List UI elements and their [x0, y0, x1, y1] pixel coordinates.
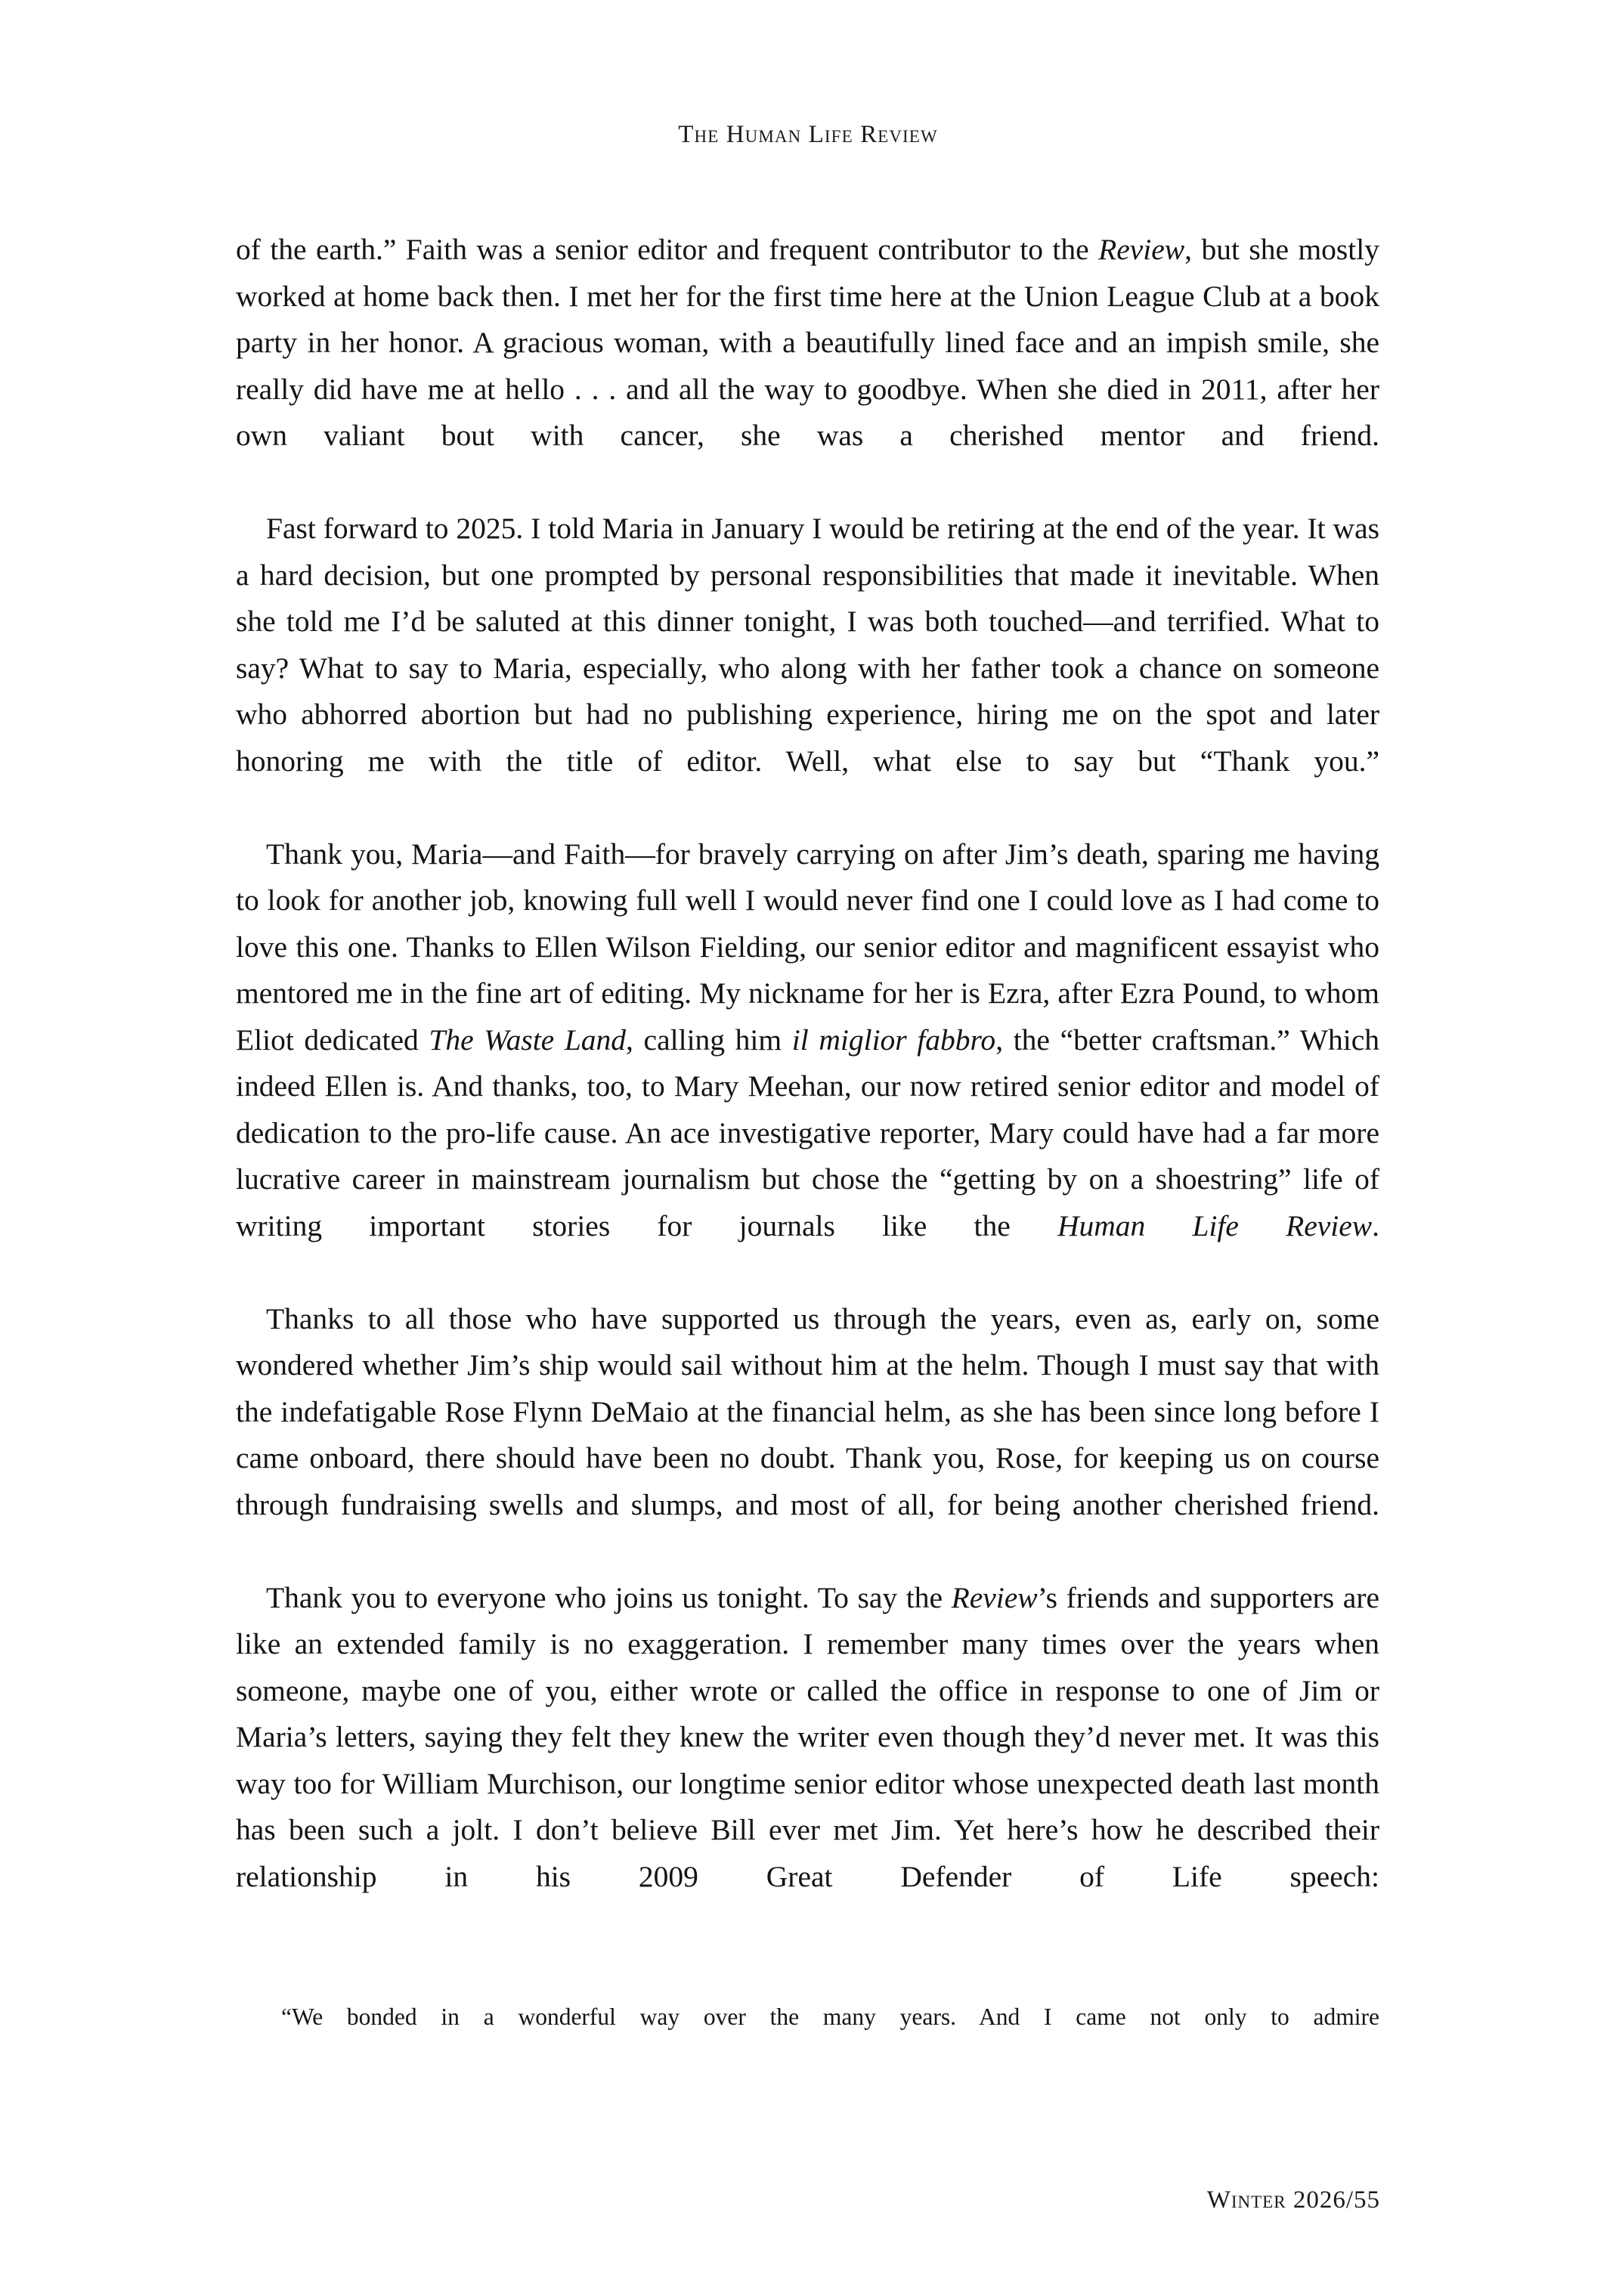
- page-folio: Winter 2026/55: [1206, 2186, 1380, 2214]
- par-thank-you-everyone: [236, 1575, 1379, 1947]
- italic-run: il miglior fabbro: [791, 1023, 996, 1057]
- block-quote-container: [281, 1999, 1379, 2072]
- running-head: The Human Life Review: [678, 121, 938, 148]
- italic-run: Review: [1098, 233, 1185, 266]
- text-run: ’s friends and supporters are like an extended family is no exaggeration. I remember many times over the years when someone, maybe one of you, either wrote or called the office in response to one of Jim or Maria’s letters, saying they felt they knew the writer even though they’d never met. It was this way too for William Murchison, our longtime senior editor whose unexpected death last month has been such a jolt. I don’t believe Bill ever met Jim. Yet here’s how he described their relationship in his 2009 Great Defender of Life speech:: [236, 1580, 1379, 1893]
- block-quote-text: “We bonded in a wonderful way over the many years. And I came not only to admire: [281, 2004, 1379, 2030]
- text-run: Fast forward to 2025. I told Maria in January I would be retiring at the end of the year. It was a hard decision, but one prompted by personal responsibilities that made it inevitable. When she told me I’d be saluted at this dinner tonight, I was both touched—and terrified. What to say? What to say to Maria, especially, who along with her father took a chance on someone who abhorred abortion but had no publishing experience, hiring me on the spot and later honoring me with the title of editor. Well, what else to say but “Thank you.”: [236, 512, 1379, 778]
- text-run: , but she mostly worked at home back then. I met her for the first time here at the Union League Club at a book party in her honor. A gracious woman, with a beautifully lined face and an impish smile, she really did have me at hello . . . and all the way to goodbye. When she died in 2011, after her own valiant bout with cancer, she was a cherished mentor and friend.: [236, 233, 1379, 452]
- italic-run: Review: [951, 1580, 1038, 1614]
- italic-run: Human Life Review: [1057, 1208, 1373, 1242]
- text-run: Thank you, Maria—and Faith—for bravely carrying on after Jim’s death, sparing me having to look for another job, knowing full well I would never find one I could love as I had come to love this one. Thanks to Ellen Wilson Fielding, our senior editor and magnificent essayist who mentored me in the fine art of editing. My nickname for her is Ezra, after Ezra Pound, to whom Eliot dedicated: [236, 837, 1379, 1057]
- italic-run: The Waste Land: [429, 1023, 627, 1057]
- par-fast-forward: [236, 506, 1379, 831]
- body-text-column: [236, 227, 1379, 1947]
- text-run: Thanks to all those who have supported us through the years, even as, early on, some wondered whether Jim’s ship would sail without him at the helm. Though I must say that with the indefatigable Rose Flynn DeMaio at the financial helm, as she has been since long before I came onboard, there should have been no doubt. Thank you, Rose, for keeping us on course through fundraising swells and slumps, and most of all, for being another cherished friend.: [236, 1301, 1379, 1521]
- par-thank-you-maria: [236, 831, 1379, 1296]
- text-run: Thank you to everyone who joins us tonight. To say the: [266, 1580, 952, 1614]
- par-thanks-supporters: [236, 1296, 1379, 1575]
- text-run: .: [1372, 1208, 1380, 1242]
- par-continued-faith: [236, 227, 1379, 506]
- text-run: , calling him: [626, 1023, 792, 1057]
- text-run: of the earth.” Faith was a senior editor and frequent contributor to the: [236, 233, 1099, 266]
- text-run: , the “better craftsman.” Which indeed Ellen is. And thanks, too, to Mary Meehan, our now retired senior editor and model of dedication to the pro-life cause. An ace investigative reporter, Mary could have had a far more lucrative career in mainstream journalism but chose the “getting by on a shoestring” life of writing important stories for journals like the: [236, 1023, 1380, 1242]
